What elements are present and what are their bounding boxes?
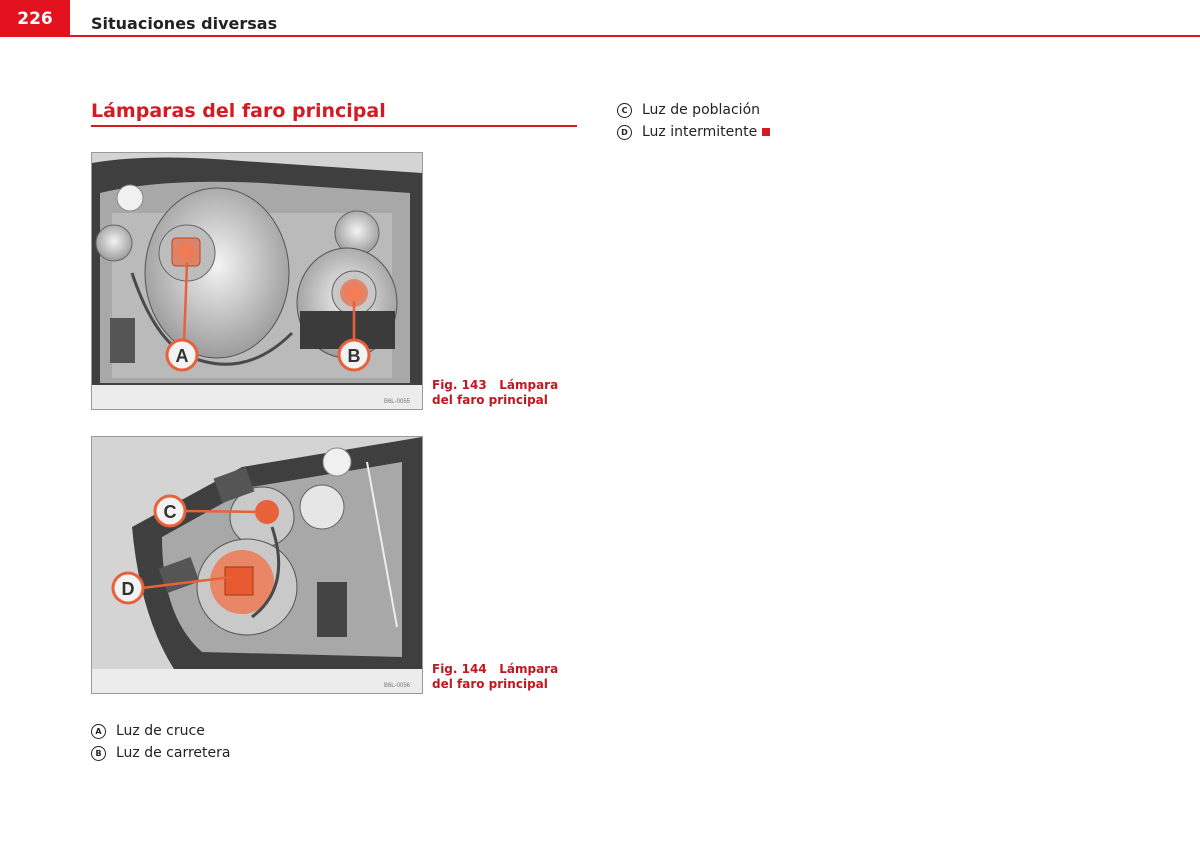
figure-code: B6L-0056 [383, 683, 410, 689]
badge-c-icon: C [617, 103, 632, 118]
badge-b-icon: B [91, 746, 106, 761]
badge-a-icon: A [91, 724, 106, 739]
figure-caption-144 [432, 662, 582, 692]
section-title: Lámparas del faro principal [91, 100, 386, 122]
figure-headlamp-a-b [91, 152, 423, 410]
callout-d: D [121, 579, 135, 599]
legend-label: Luz de población [642, 102, 761, 118]
figure-caption-text: Lámpara del faro principal [432, 662, 559, 691]
legend-item-d [617, 124, 770, 140]
legend-item-c [617, 102, 760, 118]
figure-number: Fig. 143 [432, 378, 487, 392]
figure-caption-text: Lámpara del faro principal [432, 378, 559, 407]
legend-item-b [91, 745, 230, 761]
chapter-title: Situaciones diversas [91, 14, 278, 33]
callout-c: C [163, 502, 177, 522]
figure-number: Fig. 144 [432, 662, 487, 676]
figure-headlamp-c-d [91, 436, 423, 694]
legend-label: Luz de carretera [116, 745, 231, 761]
callout-b: B [347, 346, 361, 366]
section-end-icon [762, 128, 770, 136]
legend-label: Luz de cruce [116, 723, 205, 739]
headlamp-illustration-2 [92, 437, 422, 693]
page-number: 226 [0, 0, 70, 37]
figure-caption-143 [432, 378, 582, 408]
badge-d-icon: D [617, 125, 632, 140]
legend-label: Luz intermitente [642, 124, 758, 140]
headlamp-illustration-1 [92, 153, 422, 409]
section-rule [91, 125, 577, 127]
figure-code: B6L-0055 [383, 399, 410, 405]
header-rule [70, 35, 1200, 37]
callout-a: A [175, 346, 189, 366]
legend-item-a [91, 723, 205, 739]
